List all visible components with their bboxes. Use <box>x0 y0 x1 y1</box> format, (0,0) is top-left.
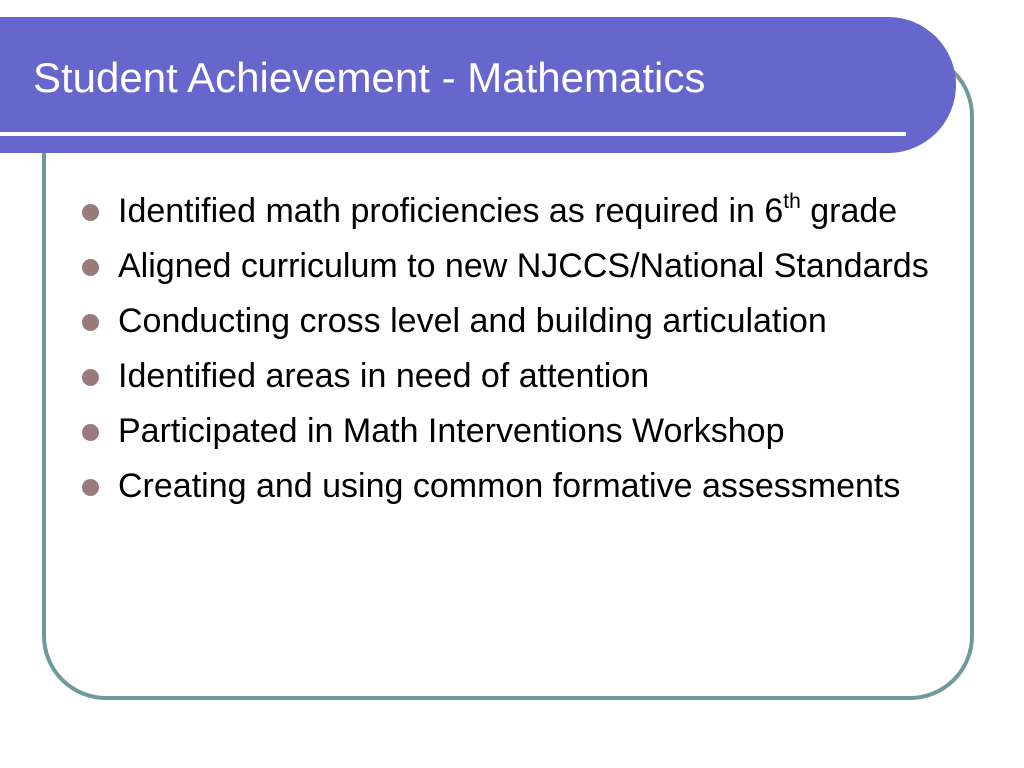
title-underline <box>0 132 906 136</box>
bullet-text: Creating and using common formative assessments <box>118 467 901 505</box>
bullet-text: Identified areas in need of attention <box>118 357 650 395</box>
slide-title: Student Achievement - Mathematics <box>33 54 706 101</box>
superscript: th <box>783 190 801 213</box>
bullet-dot-icon <box>82 314 99 331</box>
bullet-item <box>82 353 942 400</box>
bullet-item <box>82 408 942 455</box>
bullet-dot-icon <box>82 479 99 496</box>
bullet-text: Participated in Math Interventions Workshop <box>118 412 785 450</box>
bullet-dot-icon <box>82 424 99 441</box>
bullet-text: Conducting cross level and building articulation <box>118 302 827 340</box>
bullet-item <box>82 188 942 235</box>
bullet-list <box>82 188 942 518</box>
bullet-dot-icon <box>82 204 99 221</box>
bullet-text: Aligned curriculum to new NJCCS/National Standards <box>118 247 929 285</box>
bullet-item <box>82 463 942 510</box>
bullet-dot-icon <box>82 259 99 276</box>
bullet-item <box>82 243 942 290</box>
bullet-item <box>82 298 942 345</box>
bullet-dot-icon <box>82 369 99 386</box>
bullet-text: Identified math proficiencies as required in 6th grade <box>118 190 898 230</box>
